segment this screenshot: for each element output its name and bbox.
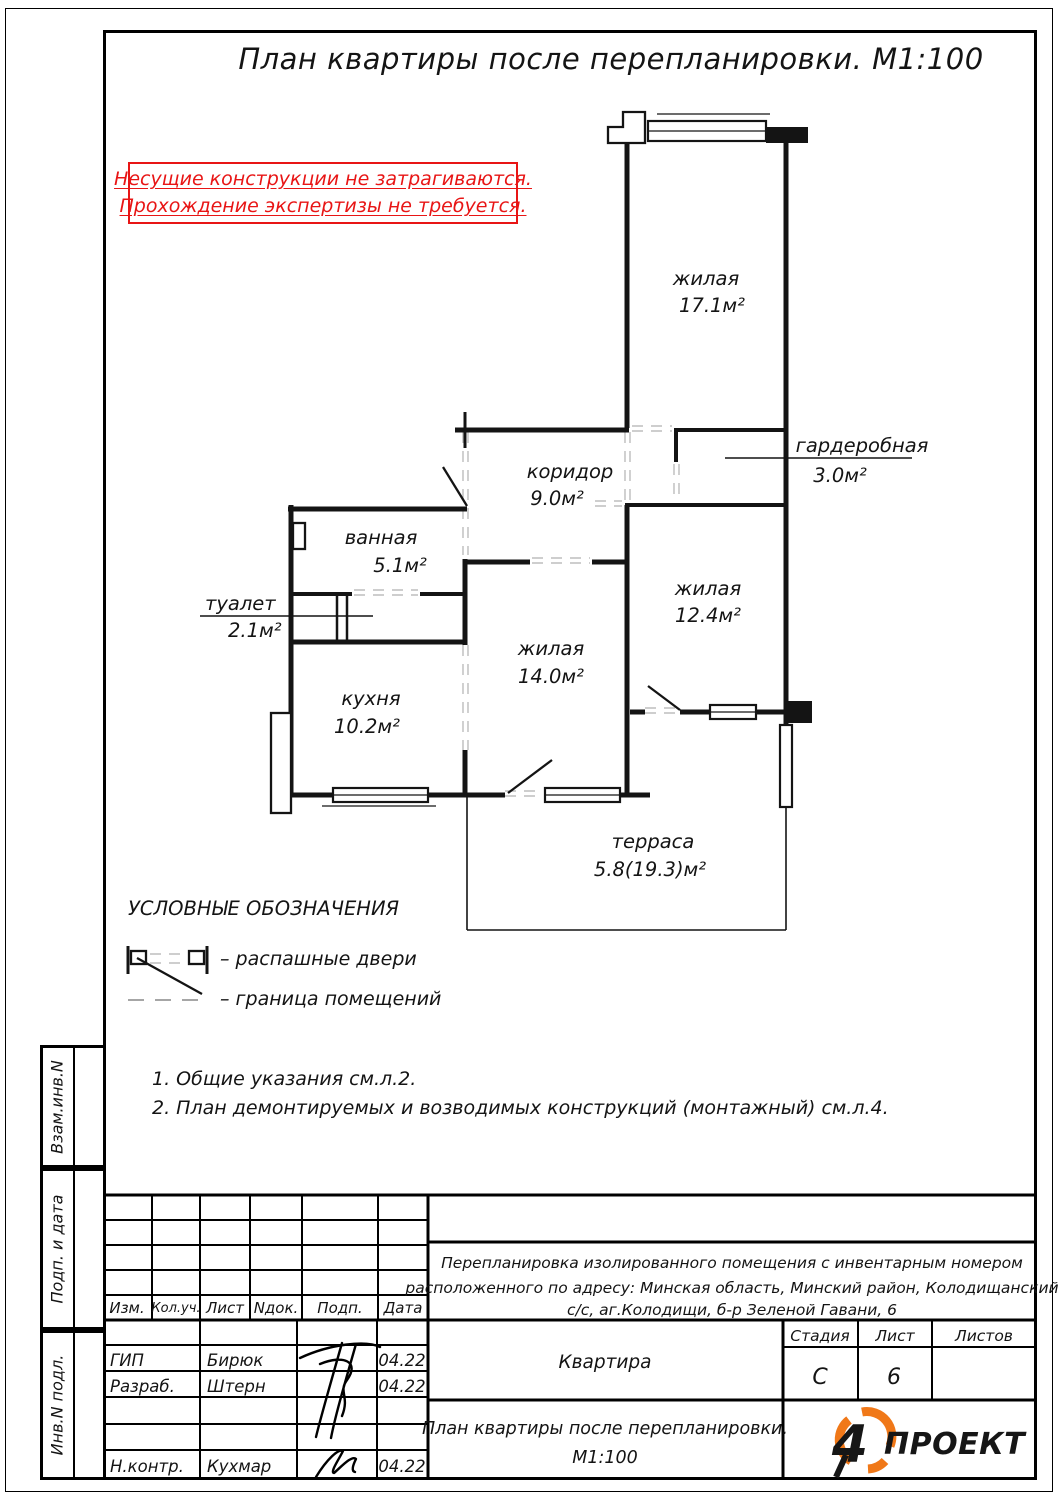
project-line-2: расположенного по адресу: Минская область, Минский район, Колодищанский bbox=[405, 1279, 1059, 1297]
project-line-1: Перепланировка изолированного помещения с инвентарным номером bbox=[441, 1254, 1023, 1272]
room-area-toilet: 2.1м² bbox=[228, 619, 282, 642]
sidebar-label-podp-data: Подп. и дата bbox=[47, 1194, 67, 1304]
room-name-wardrobe: гардеробная bbox=[795, 434, 929, 457]
drawing-name-line-1: План квартиры после перепланировки. bbox=[421, 1419, 789, 1439]
stage-value: С bbox=[812, 1365, 828, 1390]
room-name-bathroom: ванная bbox=[344, 526, 418, 549]
drawing-name-line-2: М1:100 bbox=[572, 1448, 638, 1468]
note-2: 2. План демонтируемых и возводимых конструкций (монтажный) см.л.4. bbox=[152, 1097, 889, 1119]
warning-line-2: Прохождение экспертизы не требуется. bbox=[119, 195, 527, 217]
room-area-corridor: 9.0м² bbox=[530, 487, 584, 510]
col-data: Дата bbox=[383, 1299, 423, 1317]
col-list: Лист bbox=[205, 1299, 245, 1317]
object-name: Квартира bbox=[558, 1352, 652, 1373]
stage-label: Стадия bbox=[790, 1327, 850, 1345]
company-logo bbox=[831, 1412, 1027, 1477]
room-area-living-12: 12.4м² bbox=[675, 604, 741, 627]
col-podp: Подп. bbox=[317, 1299, 363, 1317]
page-title: План квартиры после перепланировки. М1:100 bbox=[238, 42, 984, 76]
note-1: 1. Общие указания см.л.2. bbox=[152, 1068, 417, 1090]
row-gip-date: 04.22 bbox=[378, 1351, 426, 1370]
sheets-label: Листов bbox=[955, 1327, 1013, 1345]
room-name-living-12: жилая bbox=[674, 577, 742, 600]
door-leaves bbox=[443, 467, 680, 793]
logo-text: ПРОЕКТ bbox=[884, 1427, 1026, 1462]
room-name-kitchen: кухня bbox=[341, 687, 401, 710]
row-gip-name: Бирюк bbox=[207, 1351, 264, 1370]
col-koluch: Кол.уч. bbox=[151, 1301, 201, 1316]
room-name-toilet: туалет bbox=[205, 592, 276, 615]
logo-digit: 4 bbox=[831, 1415, 869, 1475]
row-razrab-name: Штерн bbox=[207, 1377, 266, 1396]
room-area-living-17: 17.1м² bbox=[679, 294, 745, 317]
signature-scribbles bbox=[300, 1343, 380, 1477]
room-name-living-14: жилая bbox=[517, 637, 585, 660]
row-razrab-role: Разраб. bbox=[110, 1377, 175, 1396]
row-gip-role: ГИП bbox=[110, 1351, 144, 1370]
legend-boundary-label: – граница помещений bbox=[220, 988, 442, 1010]
sheet-label: Лист bbox=[875, 1327, 915, 1345]
room-area-terrace: 5.8(19.3)м² bbox=[593, 858, 707, 881]
project-line-3: с/с, аг.Колодищи, б-р Зеленой Гавани, 6 bbox=[566, 1301, 898, 1319]
col-izm: Изм. bbox=[109, 1299, 145, 1317]
room-boundary-lines bbox=[354, 426, 679, 796]
legend-door-label: – распашные двери bbox=[220, 948, 417, 970]
row-razrab-date: 04.22 bbox=[378, 1377, 426, 1396]
col-ndok: Nдок. bbox=[253, 1299, 299, 1317]
room-area-kitchen: 10.2м² bbox=[334, 715, 400, 738]
room-name-living-17: жилая bbox=[672, 267, 740, 290]
room-name-terrace: терраса bbox=[611, 830, 695, 853]
room-area-wardrobe: 3.0м² bbox=[813, 464, 867, 487]
row-nkontr-date: 04.22 bbox=[378, 1457, 426, 1476]
row-nkontr-name: Кухмар bbox=[207, 1457, 272, 1476]
warning-line-1: Несущие конструкции не затрагиваются. bbox=[114, 168, 532, 190]
room-area-bathroom: 5.1м² bbox=[373, 554, 427, 577]
sidebar-label-vzam-inv: Взам.инв.N bbox=[47, 1059, 67, 1154]
sidebar-label-inv-podl: Инв.N подл. bbox=[47, 1354, 67, 1456]
room-area-living-14: 14.0м² bbox=[518, 665, 584, 688]
legend-title: УСЛОВНЫЕ ОБОЗНАЧЕНИЯ bbox=[128, 897, 400, 920]
legend-door-icon bbox=[128, 946, 207, 994]
sheet-value: 6 bbox=[887, 1365, 901, 1390]
row-nkontr-role: Н.контр. bbox=[110, 1457, 184, 1476]
room-name-corridor: коридор bbox=[526, 460, 614, 483]
